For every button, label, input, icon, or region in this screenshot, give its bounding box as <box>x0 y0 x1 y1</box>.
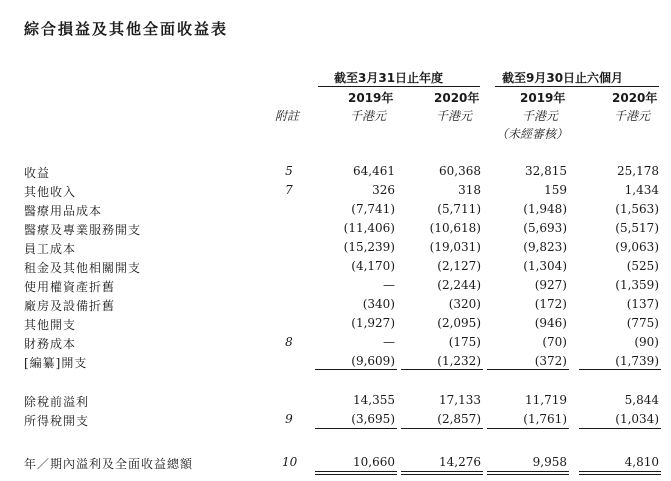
row-value-col1: (9,609) <box>351 354 395 368</box>
row-other-income <box>0 183 671 202</box>
row-value-col3: (946) <box>534 316 567 330</box>
row-value-col3: 32,815 <box>525 164 567 178</box>
row-value-col1: (3,695) <box>351 412 395 426</box>
row-value-col4: (775) <box>626 316 659 330</box>
row-value-col3: (1,948) <box>523 202 567 216</box>
row-value-col3: 11,719 <box>525 393 567 407</box>
row-value-col1: 64,461 <box>353 164 395 178</box>
row-label: 廠房及設備折舊 <box>24 299 116 313</box>
row-value-col2: 60,368 <box>439 164 481 178</box>
row-value-col2: (1,232) <box>437 354 481 368</box>
row-value-col2: (5,711) <box>437 202 481 216</box>
total-double-rule-col2 <box>401 471 483 475</box>
header-group-annual: 截至3月31日止年度 <box>334 71 444 85</box>
row-value-col3: (372) <box>534 354 567 368</box>
row-value-col2: (2,127) <box>437 259 481 273</box>
row-value-col4: (1,739) <box>615 354 659 368</box>
row-label: 收益 <box>24 166 51 180</box>
row-value-col4: 5,844 <box>624 393 659 407</box>
row-value-col4: (9,063) <box>615 240 659 254</box>
row-label: 所得稅開支 <box>24 414 90 428</box>
row-value-col3: (1,304) <box>523 259 567 273</box>
row-label: 醫療及專業服務開支 <box>24 223 142 237</box>
row-label: 其他收入 <box>24 185 77 199</box>
row-value-col4: (90) <box>634 335 659 349</box>
row-value-col1: (340) <box>362 297 395 311</box>
total-double-rule-col3 <box>487 471 569 475</box>
row-value-col3: 9,958 <box>532 455 567 469</box>
tax-rule-col3 <box>487 428 569 429</box>
row-value-col4: 1,434 <box>624 183 659 197</box>
row-value-col3: (172) <box>534 297 567 311</box>
row-ppe-depreciation <box>0 297 671 316</box>
subtotal-rule-col4 <box>579 369 661 370</box>
row-value-col3: (5,693) <box>523 221 567 235</box>
row-value-col2: (10,618) <box>429 221 481 235</box>
row-revenue <box>0 164 671 183</box>
row-label: 除稅前溢利 <box>24 395 90 409</box>
row-value-col1: (4,170) <box>351 259 395 273</box>
row-medical-supplies <box>0 202 671 221</box>
row-value-col3: 159 <box>544 183 567 197</box>
row-value-col1: — <box>383 335 395 349</box>
row-value-col4: (525) <box>626 259 659 273</box>
row-label: 員工成本 <box>24 242 77 256</box>
subtotal-rule-col1 <box>315 369 397 370</box>
row-value-col2: (2,857) <box>437 412 481 426</box>
row-value-col1: — <box>383 278 395 292</box>
row-rent <box>0 259 671 278</box>
row-value-col1: (7,741) <box>351 202 395 216</box>
row-label: [編纂]開支 <box>24 356 88 370</box>
row-profit-before-tax <box>0 393 671 412</box>
row-value-col4: (1,034) <box>615 412 659 426</box>
tax-rule-col1 <box>315 428 397 429</box>
row-value-col2: 14,276 <box>439 455 481 469</box>
row-value-col4: 25,178 <box>617 164 659 178</box>
row-value-col2: (2,095) <box>437 316 481 330</box>
header-year-col2: 2020年 <box>434 91 480 105</box>
row-medical-services <box>0 221 671 240</box>
row-value-col2: 17,133 <box>439 393 481 407</box>
row-finance-costs <box>0 335 671 354</box>
row-value-col3: (927) <box>534 278 567 292</box>
row-value-col2: (19,031) <box>429 240 481 254</box>
row-rou-depreciation <box>0 278 671 297</box>
row-value-col4: 4,810 <box>624 455 659 469</box>
row-label: 年／期內溢利及全面收益總額 <box>24 457 194 471</box>
header-unit-col1: 千港元 <box>350 109 387 123</box>
row-value-col1: (1,927) <box>351 316 395 330</box>
header-unit-col4: 千港元 <box>614 109 651 123</box>
row-label: 其他開支 <box>24 318 77 332</box>
row-value-col2: (2,244) <box>437 278 481 292</box>
total-double-rule-col4 <box>579 471 661 475</box>
row-value-col2: 318 <box>458 183 481 197</box>
header-group-interim-rule <box>495 86 659 87</box>
header-unit-col3: 千港元 <box>522 109 559 123</box>
row-value-col1: (15,239) <box>343 240 395 254</box>
row-value-col3: (70) <box>542 335 567 349</box>
row-value-col4: (137) <box>626 297 659 311</box>
row-value-col1: 326 <box>372 183 395 197</box>
row-label: 財務成本 <box>24 337 77 351</box>
row-note: 8 <box>285 335 293 349</box>
row-note: 5 <box>285 164 293 178</box>
row-value-col1: 14,355 <box>353 393 395 407</box>
row-value-col2: (175) <box>448 335 481 349</box>
row-note: 7 <box>285 183 293 197</box>
tax-rule-col2 <box>401 428 483 429</box>
header-unit-col2: 千港元 <box>436 109 473 123</box>
row-value-col3: (9,823) <box>523 240 567 254</box>
header-group-annual-rule <box>318 86 480 87</box>
total-double-rule-col1 <box>315 471 397 475</box>
row-staff-costs <box>0 240 671 259</box>
header-year-col4: 2020年 <box>612 91 658 105</box>
statement-title: 綜合損益及其他全面收益表 <box>24 20 229 38</box>
row-note: 9 <box>285 412 293 426</box>
row-value-col4: (1,563) <box>615 202 659 216</box>
header-note-label: 附註 <box>275 109 300 123</box>
tax-rule-col4 <box>579 428 661 429</box>
row-value-col2: (320) <box>448 297 481 311</box>
row-value-col1: 10,660 <box>353 455 395 469</box>
header-unaudited: （未經審核） <box>496 127 569 141</box>
header-year-col3: 2019年 <box>520 91 566 105</box>
header-year-col1: 2019年 <box>348 91 394 105</box>
row-note: 10 <box>282 455 298 469</box>
row-label: 醫療用品成本 <box>24 204 103 218</box>
row-value-col3: (1,761) <box>523 412 567 426</box>
row-value-col4: (5,517) <box>615 221 659 235</box>
header-group-interim: 截至9月30日止六個月 <box>502 71 624 85</box>
row-label: 租金及其他相關開支 <box>24 261 142 275</box>
row-other-expenses <box>0 316 671 335</box>
row-label: 使用權資產折舊 <box>24 280 116 294</box>
subtotal-rule-col2 <box>401 369 483 370</box>
row-redacted-expenses <box>0 354 671 373</box>
row-value-col1: (11,406) <box>343 221 395 235</box>
row-value-col4: (1,359) <box>615 278 659 292</box>
subtotal-rule-col3 <box>487 369 569 370</box>
